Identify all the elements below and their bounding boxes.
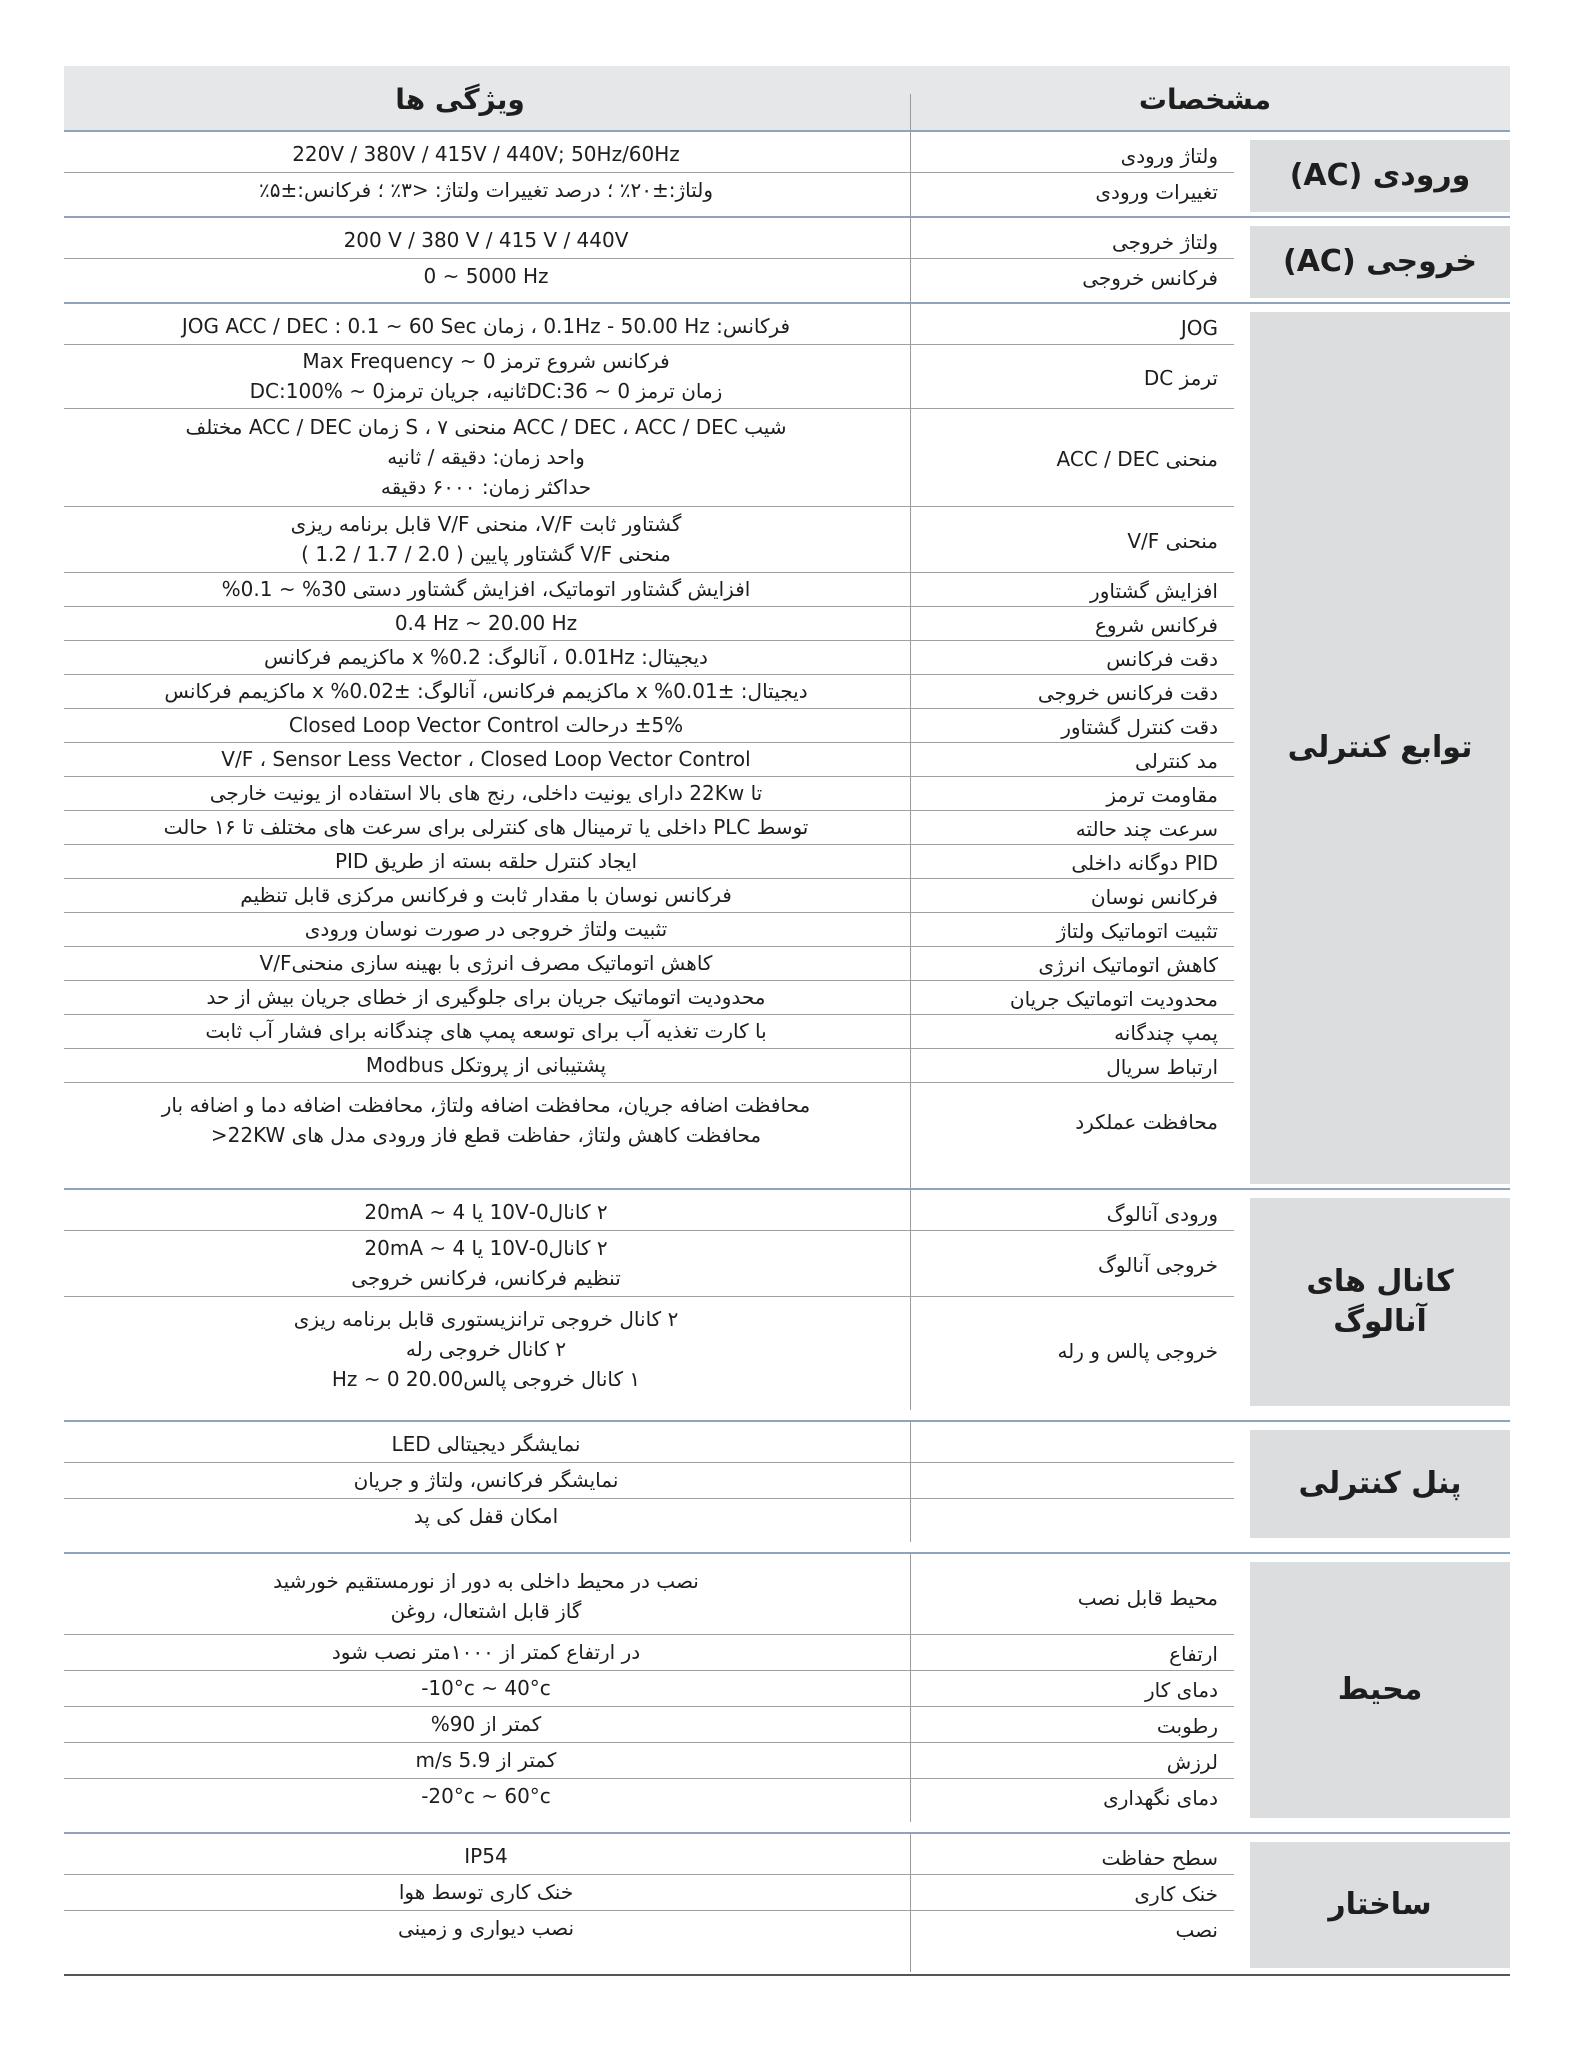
section-label-line: خروجی (AC) (1282, 244, 1477, 279)
spec-text: نصب (1175, 1918, 1218, 1942)
feature-cell (70, 608, 902, 638)
spec-text: کاهش اتوماتیک انرژی (1038, 953, 1218, 977)
feature-text: خنک کاری توسط هوا (398, 1880, 574, 1904)
section-label (1250, 1198, 1510, 1406)
spec-text: ارتباط سریال (1106, 1055, 1218, 1079)
spec-text: خروجی آنالوگ (1098, 1253, 1218, 1277)
feature-text: نمایشگر دیجیتالی LED (391, 1432, 581, 1456)
feature-text: گشتاور ثابت V/F، منحنی V/F قابل برنامه ریزی (290, 512, 682, 536)
spec-text: دقت فرکانس (1106, 647, 1218, 671)
section-label-line: پنل کنترلی (1298, 1466, 1462, 1501)
spec-cell (922, 363, 1218, 393)
spec-cell (922, 576, 1218, 606)
feature-cell (70, 509, 902, 569)
feature-cell (70, 1090, 902, 1150)
feature-cell (70, 261, 902, 291)
spec-cell (922, 1915, 1218, 1945)
spec-text: PID دوگانه داخلی (1071, 851, 1218, 875)
feature-text: تثبیت ولتاژ خروجی در صورت نوسان ورودی (304, 917, 668, 941)
feature-text: فرکانس نوسان با مقدار ثابت و فرکانس مرکزی قابل تنظیم (240, 883, 732, 907)
feature-text: محافظت کاهش ولتاژ، حفاظت قطع فاز ورودی مدل های 22KW< (210, 1122, 762, 1147)
spec-cell (922, 141, 1218, 171)
feature-cell (70, 642, 902, 672)
feature-cell (70, 175, 902, 205)
feature-cell (70, 412, 902, 502)
spec-cell (922, 1336, 1218, 1366)
feature-cell (70, 1465, 902, 1495)
feature-text: ۲ کانال0-10V یا 20mA ~ 4 (364, 1236, 608, 1260)
section-label-line: ساختار (1328, 1887, 1432, 1922)
spec-text: JOG (1180, 316, 1218, 340)
spec-cell (922, 444, 1218, 474)
section-label-line: آنالوگ (1333, 1304, 1427, 1339)
spec-cell (922, 644, 1218, 674)
feature-cell (70, 1913, 902, 1943)
spec-text: ترمز DC (1143, 366, 1218, 390)
spec-text: دقت کنترل گشتاور (1061, 715, 1218, 739)
feature-cell (70, 574, 902, 604)
spec-cell (922, 1052, 1218, 1082)
feature-text: کمتر از 5.9 m/s (415, 1748, 557, 1772)
feature-text: گاز قابل اشتعال، روغن (390, 1599, 582, 1623)
spec-text: دمای نگهداری (1103, 1786, 1218, 1810)
spec-text: منحنی ACC / DEC (1056, 447, 1218, 471)
feature-cell (70, 1016, 902, 1046)
feature-cell (70, 346, 902, 406)
feature-text: تنظیم فرکانس، فرکانس خروجی (351, 1266, 621, 1290)
spec-text: تثبیت اتوماتیک ولتاژ (1056, 919, 1218, 943)
features-column-title: ویژگی ها (395, 83, 525, 116)
feature-text: ۲ کانال0-10V یا 20mA ~ 4 (364, 1200, 608, 1224)
feature-text: تا 22Kw دارای یونیت داخلی، رنج های بالا استفاده از یونیت خارجی (209, 781, 763, 805)
spec-text: افزایش گشتاور (1090, 579, 1218, 603)
section-label (1250, 140, 1510, 212)
spec-cell (922, 1747, 1218, 1777)
feature-text: IP54 (464, 1844, 508, 1868)
section-label (1250, 312, 1510, 1184)
spec-text: محیط قابل نصب (1077, 1586, 1218, 1610)
feature-cell (70, 1709, 902, 1739)
spec-cell (922, 916, 1218, 946)
spec-cell (922, 848, 1218, 878)
spec-cell (922, 313, 1218, 343)
feature-text: ولتاژ:±۲۰٪ ؛ درصد تغییرات ولتاژ: <۳٪ ؛ فرکانس:±۵٪ (258, 178, 714, 202)
spec-cell (922, 177, 1218, 207)
spec-cell (922, 780, 1218, 810)
feature-cell (70, 1877, 902, 1907)
feature-cell (70, 139, 902, 169)
feature-text: در ارتفاع کمتر از ۱۰۰۰متر نصب شود (331, 1640, 641, 1664)
feature-cell (70, 1050, 902, 1080)
feature-cell (70, 676, 902, 706)
spec-cell (922, 227, 1218, 257)
spec-text: ولتاژ ورودی (1120, 144, 1218, 168)
spec-cell (922, 1843, 1218, 1873)
feature-text: 0 ~ 5000 Hz (423, 264, 549, 288)
feature-text: ۲ کانال خروجی رله (405, 1337, 567, 1361)
spec-cell (922, 1199, 1218, 1229)
header-divider (910, 94, 911, 132)
section-label-line: ورودی (AC) (1289, 158, 1471, 193)
feature-text: ۲ کانال خروجی ترانزیستوری قابل برنامه ریزی (293, 1307, 679, 1331)
spec-text: ولتاژ خروجی (1112, 230, 1218, 254)
feature-cell (70, 1637, 902, 1667)
feature-text: کمتر از 90% (430, 1712, 542, 1736)
feature-cell (70, 744, 902, 774)
spec-text: سرعت چند حالته (1075, 817, 1218, 841)
spec-text: فرکانس شروع (1094, 613, 1218, 637)
feature-text: افزایش گشتاور اتوماتیک، افزایش گشتاور دستی 30% ~ 0.1% (221, 577, 751, 601)
feature-cell (70, 1781, 902, 1811)
spec-cell (922, 712, 1218, 742)
feature-text: حداکثر زمان: ۶۰۰۰ دقیقه (380, 475, 592, 499)
spec-cell (922, 1783, 1218, 1813)
spec-text: خنک کاری (1134, 1882, 1218, 1906)
feature-text: توسط PLC داخلی یا ترمینال های کنترلی برای سرعت های مختلف تا ۱۶ حالت (163, 815, 809, 839)
feature-text: 0.4 Hz ~ 20.00 Hz (394, 611, 578, 635)
spec-text: منحنی V/F (1127, 529, 1218, 553)
spec-text: تغییرات ورودی (1095, 180, 1218, 204)
spec-cell (922, 1711, 1218, 1741)
section-label (1250, 1842, 1510, 1968)
spec-cell (922, 1018, 1218, 1048)
feature-text: پشتیبانی از پروتکل Modbus (365, 1053, 607, 1077)
feature-cell (70, 1745, 902, 1775)
feature-cell (70, 1429, 902, 1459)
section-label (1250, 1562, 1510, 1818)
feature-text: نصب در محیط داخلی به دور از نورمستقیم خورشید (273, 1569, 699, 1593)
spec-text: سطح حفاظت (1101, 1846, 1218, 1870)
section-label-line: کانال های (1306, 1264, 1454, 1299)
spec-text: ارتفاع (1169, 1642, 1218, 1666)
feature-text: ±5% درحالت Closed Loop Vector Control (288, 713, 684, 737)
feature-text: کاهش اتوماتیک مصرف انرژی با بهینه سازی منحنیV/F (259, 951, 713, 975)
spec-cell (922, 984, 1218, 1014)
spec-cell (922, 1583, 1218, 1613)
feature-cell (70, 948, 902, 978)
spec-text: دقت فرکانس خروجی (1037, 681, 1218, 705)
feature-cell (70, 311, 902, 341)
feature-text: ۱ کانال خروجی پالس20.00 Hz ~ 0 (331, 1367, 641, 1391)
spec-text: ورودی آنالوگ (1106, 1202, 1218, 1226)
spec-cell (922, 746, 1218, 776)
feature-cell (70, 710, 902, 740)
feature-text: زمان ترمز DC:36 ~ 0ثانیه، جریان ترمزDC:100% ~ 0 (249, 379, 723, 403)
feature-cell (70, 778, 902, 808)
spec-text: مد کنترلی (1135, 749, 1218, 773)
feature-cell (70, 1304, 902, 1394)
feature-cell (70, 1501, 902, 1531)
section-divider (64, 302, 1510, 304)
feature-text: منحنی V/F گشتاور پایین ( 2.0 / 1.7 / 1.2 ) (301, 542, 671, 566)
spec-cell (922, 610, 1218, 640)
feature-text: نمایشگر فرکانس، ولتاژ و جریان (353, 1468, 619, 1492)
section-divider (64, 1552, 1510, 1554)
specs-column-title: مشخصات (1138, 83, 1272, 116)
feature-cell (70, 1673, 902, 1703)
feature-text: محافظت اضافه جریان، محافظت اضافه ولتاژ، محافظت اضافه دما و اضافه بار (161, 1092, 811, 1117)
feature-text: دیجیتال: ±0.01% x ماکزیمم فرکانس، آنالوگ: ±0.02% x ماکزیمم فرکانس (164, 679, 808, 703)
spec-cell (922, 950, 1218, 980)
spec-cell (922, 882, 1218, 912)
spec-text: دمای کار (1145, 1678, 1218, 1702)
feature-text: -20°c ~ 60°c (421, 1784, 551, 1808)
spec-text: خروجی پالس و رله (1057, 1339, 1218, 1363)
feature-text: فرکانس شروع ترمز Max Frequency ~ 0 (302, 349, 670, 373)
spec-cell (922, 678, 1218, 708)
spec-text: فرکانس خروجی (1082, 266, 1218, 290)
spec-cell (922, 1639, 1218, 1669)
feature-cell (70, 1841, 902, 1871)
feature-text: V/F ، Sensor Less Vector ، Closed Loop Vector Control (221, 747, 751, 771)
section-divider (64, 216, 1510, 218)
feature-cell (70, 914, 902, 944)
section-label (1250, 226, 1510, 298)
feature-text: نصب دیواری و زمینی (397, 1916, 575, 1940)
feature-text: 200 V / 380 V / 415 V / 440V (343, 228, 629, 252)
spec-text: فرکانس نوسان (1090, 885, 1218, 909)
section-divider (64, 1188, 1510, 1190)
spec-cell (922, 526, 1218, 556)
spec-text: پمپ چندگانه (1114, 1021, 1218, 1045)
feature-cell (70, 1197, 902, 1227)
feature-cell (70, 225, 902, 255)
spec-cell (922, 1675, 1218, 1705)
feature-text: -10°c ~ 40°c (421, 1676, 551, 1700)
feature-text: محدودیت اتوماتیک جریان برای جلوگیری از خطای جریان بیش از حد (206, 985, 766, 1009)
spec-text: لرزش (1166, 1750, 1218, 1774)
spec-text: محدودیت اتوماتیک جریان (1009, 987, 1218, 1011)
feature-cell (70, 846, 902, 876)
feature-text: امکان قفل کی پد (413, 1504, 559, 1528)
feature-cell (70, 982, 902, 1012)
spec-cell (922, 1250, 1218, 1280)
section-divider (64, 1832, 1510, 1834)
table-bottom-rule (64, 1974, 1510, 1976)
spec-cell (922, 1107, 1218, 1137)
section-label-line: توابع کنترلی (1287, 730, 1473, 765)
feature-text: فرکانس: 0.1Hz - 50.00 Hz ، زمان JOG ACC / DEC : 0.1 ~ 60 Sec (181, 314, 791, 338)
feature-text: شیب ACC / DEC ، ACC / DEC منحنی S ، ۷ زمان ACC / DEC مختلف (185, 415, 787, 439)
feature-text: واحد زمان: دقیقه / ثانیه (387, 445, 585, 469)
feature-text: 220V / 380V / 415V / 440V; 50Hz/60Hz (292, 142, 680, 166)
feature-text: دیجیتال: 0.01Hz ، آنالوگ: 0.2% x ماکزیمم فرکانس (264, 645, 708, 669)
spec-text: مقاومت ترمز (1106, 783, 1218, 807)
spec-cell (922, 1879, 1218, 1909)
feature-text: ایجاد کنترل حلقه بسته از طریق PID (334, 849, 638, 873)
section-label (1250, 1430, 1510, 1538)
feature-cell (70, 812, 902, 842)
spec-text: رطوبت (1156, 1714, 1218, 1738)
feature-cell (70, 880, 902, 910)
section-divider (64, 1420, 1510, 1422)
section-label-line: محیط (1337, 1672, 1423, 1707)
section-divider (64, 130, 1510, 132)
spec-cell (922, 814, 1218, 844)
spec-cell (922, 263, 1218, 293)
feature-cell (70, 1566, 902, 1626)
feature-text: با کارت تغذیه آب برای توسعه پمپ های چندگانه برای فشار آب ثابت (205, 1019, 767, 1043)
feature-cell (70, 1233, 902, 1293)
spec-text: محافظت عملکرد (1075, 1109, 1218, 1134)
